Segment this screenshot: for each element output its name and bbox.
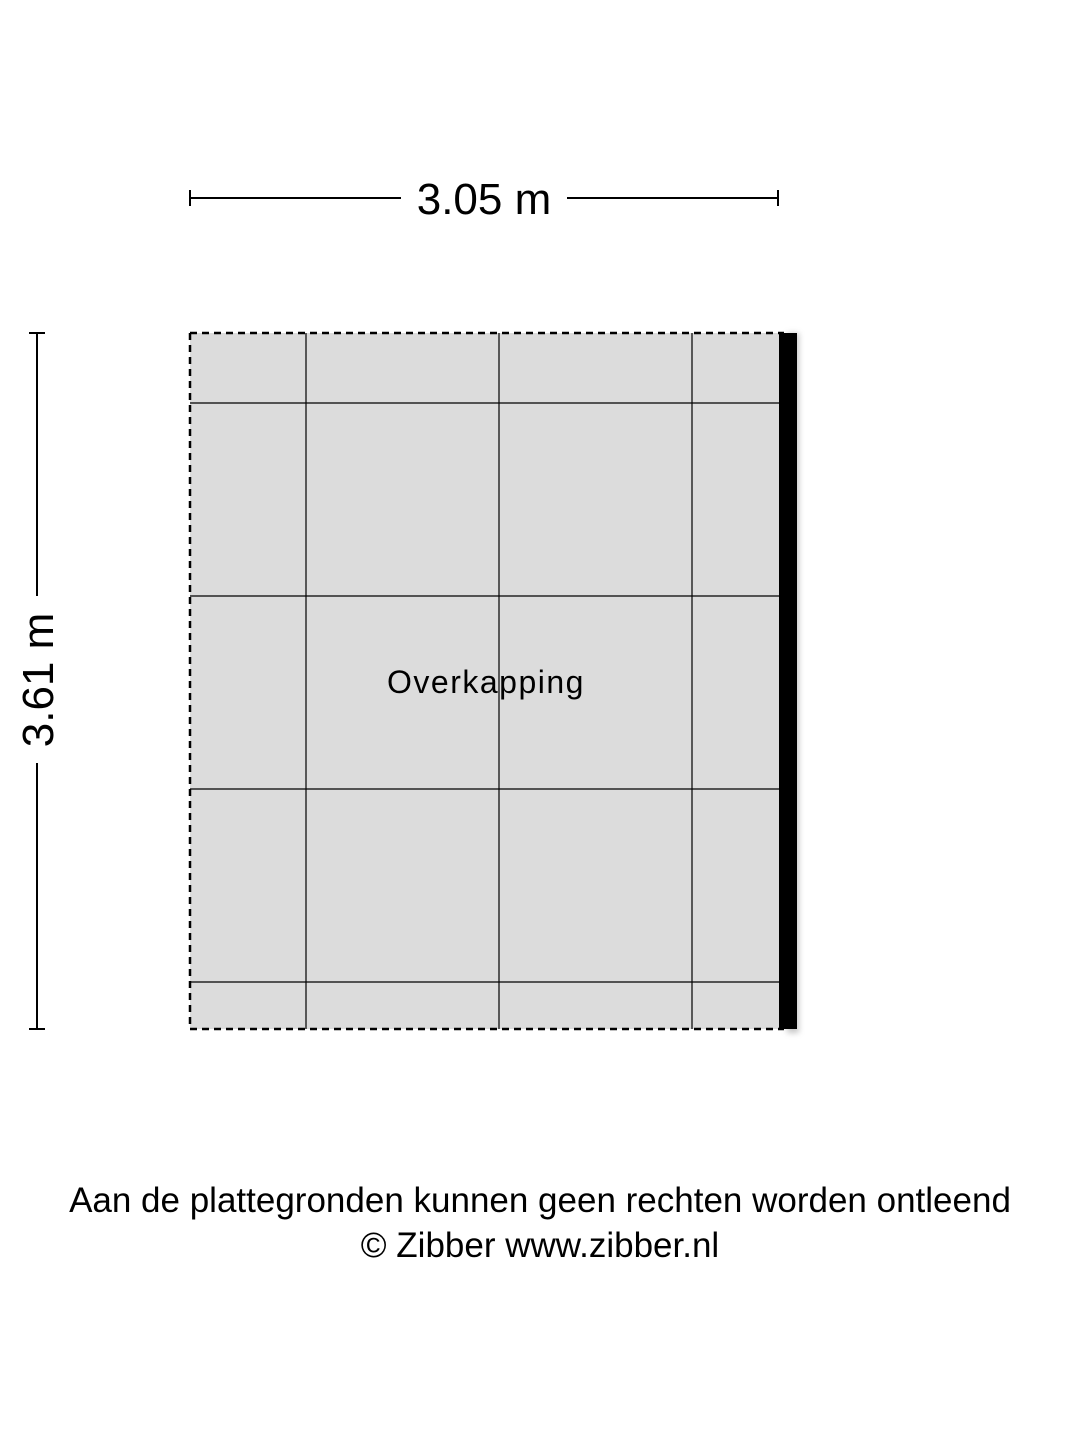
room-label: Overkapping — [387, 664, 585, 700]
disclaimer-text: Aan de plattegronden kunnen geen rechten worden ontleend — [69, 1181, 1011, 1220]
height-dimension — [14, 333, 63, 1029]
copyright-text: © Zibber www.zibber.nl — [360, 1226, 720, 1265]
width-dimension — [190, 175, 778, 224]
room-overkapping — [190, 333, 799, 1033]
wall — [779, 333, 797, 1029]
height-dimension-label: 3.61 m — [14, 612, 63, 748]
width-dimension-label: 3.05 m — [416, 175, 552, 224]
